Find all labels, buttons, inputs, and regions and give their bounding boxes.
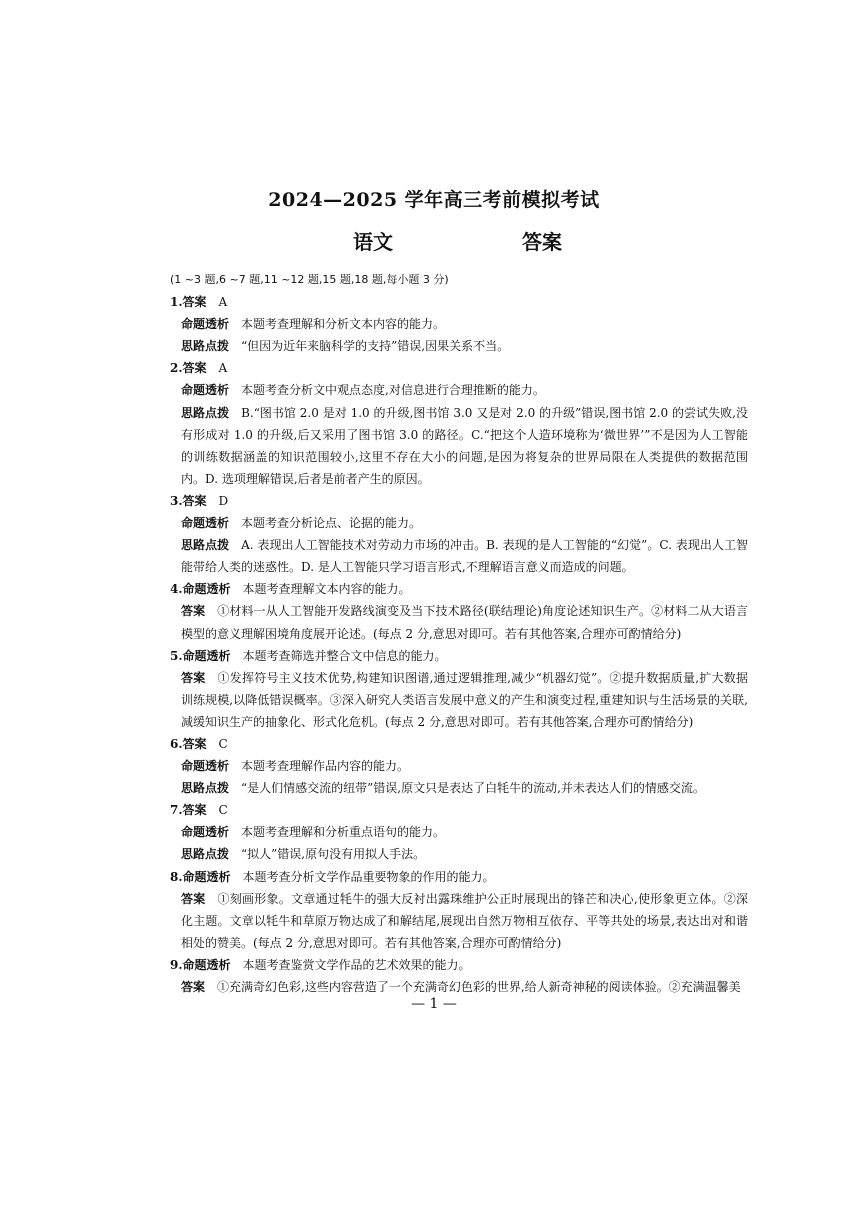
answer-text: ①刻画形象。文章通过牦牛的强大反衬出露珠维护公正时展现出的锋芒和决心,使形象更立体。②深化主题。文章以牦牛和草原万物达成了和解结尾,展现出自然万物相互依存、平等共处的场景,表达出对和谐相处的赞美。(每点 2 分,意思对即可。若有其他答案,合理亦可酌情给分)	[181, 891, 748, 950]
analysis-label: 命题透析	[181, 759, 230, 774]
analysis-text: 本题考查理解和分析文本内容的能力。	[241, 317, 446, 332]
analysis-text: 本题考查理解和分析重点语句的能力。	[241, 825, 446, 840]
question-number: 8.	[170, 869, 183, 884]
question-7-hint	[170, 843, 748, 865]
question-4-answer	[170, 600, 748, 644]
subject-heading: 语文	[353, 230, 393, 254]
question-6-analysis	[170, 755, 748, 777]
analysis-label: 命题透析	[181, 825, 230, 840]
answer-choice: C	[218, 736, 228, 751]
question-number: 4.	[170, 582, 183, 597]
answer-text: ①充满奇幻色彩,这些内容营造了一个充满奇幻色彩的世界,给人新奇神秘的阅读体验。②充满温馨美	[217, 980, 741, 994]
question-6-hint	[170, 777, 748, 799]
answer-choice: A	[218, 361, 228, 376]
hint-text: A. 表现出人工智能技术对劳动力市场的冲击。B. 表现的是人工智能的“幻觉”。C. 表现出人工智能带给人类的迷惑性。D. 是人工智能只学习语言形式,不理解语言意义而造成的问题。	[181, 538, 748, 575]
hint-label: 思路点拨	[181, 339, 230, 354]
exam-title: 2024—2025 学年高三考前模拟考试	[268, 189, 600, 211]
question-number: 2.	[170, 361, 183, 376]
analysis-label: 命题透析	[181, 317, 230, 332]
analysis-text: 本题考查鉴赏文学作品的艺术效果的能力。	[242, 957, 471, 972]
question-9-analysis	[170, 954, 748, 976]
question-3-hint	[170, 534, 748, 578]
hint-text: “拟人”错误,原句没有用拟人手法。	[241, 847, 426, 862]
question-1-analysis	[170, 313, 748, 335]
answer-text: ①发挥符号主义技术优势,构建知识图谱,通过逻辑推理,减少“机器幻觉”。②提升数据质量,扩大数据训练规模,以降低错误概率。③深入研究人类语言发展中意义的产生和演变过程,重建知识与生活场景的关联,减缓知识生产的抽象化、形式化危机。(每点 2 分,意思对即可。若有其他答案,合理亦可酌情给分)	[181, 670, 748, 729]
analysis-label: 命题透析	[181, 516, 230, 531]
answer-choice: C	[218, 803, 228, 818]
analysis-text: 本题考查分析文中观点态度,对信息进行合理推断的能力。	[241, 383, 545, 398]
question-number: 5.	[170, 648, 183, 663]
question-1-hint	[170, 335, 748, 357]
answer-label: 答案	[182, 361, 207, 376]
answer-label: 答案	[181, 980, 206, 994]
question-4-analysis	[170, 578, 748, 600]
question-number: 7.	[170, 803, 183, 818]
question-number: 1.	[170, 295, 183, 310]
question-number: 9.	[170, 957, 183, 972]
hint-text: “但因为近年来脑科学的支持”错误,因果关系不当。	[241, 339, 510, 354]
question-number: 3.	[170, 493, 183, 508]
answer-label: 答案	[181, 604, 206, 619]
analysis-label: 命题透析	[182, 957, 231, 972]
question-5-answer	[170, 667, 748, 733]
analysis-text: 本题考查筛选并整合文中信息的能力。	[242, 648, 447, 663]
analysis-label: 命题透析	[182, 869, 231, 884]
analysis-text: 本题考查理解文本内容的能力。	[242, 582, 411, 597]
answer-content	[170, 269, 748, 998]
question-2-hint	[170, 402, 748, 490]
question-3-answer	[170, 490, 748, 512]
question-2-answer	[170, 357, 748, 379]
hint-label: 思路点拨	[181, 781, 230, 796]
analysis-text: 本题考查分析文学作品重要物象的作用的能力。	[242, 869, 495, 884]
answer-label: 答案	[182, 295, 207, 310]
answer-heading: 答案	[522, 230, 562, 254]
analysis-label: 命题透析	[182, 648, 231, 663]
hint-label: 思路点拨	[181, 538, 230, 553]
hint-label: 思路点拨	[181, 405, 230, 420]
question-2-analysis	[170, 379, 748, 401]
analysis-label: 命题透析	[182, 582, 231, 597]
question-9-answer	[170, 976, 748, 998]
answer-label: 答案	[181, 670, 206, 685]
question-7-answer	[170, 799, 748, 821]
answer-choice: D	[218, 493, 229, 508]
question-8-answer	[170, 888, 748, 954]
question-number: 6.	[170, 736, 183, 751]
question-8-analysis	[170, 866, 748, 888]
scoring-note: (1 ~3 题,6 ~7 题,11 ~12 题,15 题,18 题,每小题 3 分)	[170, 273, 449, 286]
analysis-text: 本题考查理解作品内容的能力。	[241, 759, 410, 774]
hint-text: B.“图书馆 2.0 是对 1.0 的升级,图书馆 3.0 又是对 2.0 的升级”错误,图书馆 2.0 的尝试失败,没有形成对 1.0 的升级,后又采用了图书馆 3.0 的路径。C.“把这个人造环境称为‘微世界’”不是因为人工智能的训练数据涵盖的知识范围较小,这里不存在大小的问题,是因为将复杂的世界局限在人类提供的数据范围内。D. 选项理解错误,后者是前者产生的原因。	[181, 405, 748, 486]
analysis-text: 本题考查分析论点、论据的能力。	[241, 516, 422, 531]
answer-text: ①材料一从人工智能开发路线演变及当下技术路径(联结理论)角度论述知识生产。②材料二从大语言模型的意义理解困境角度展开论述。(每点 2 分,意思对即可。若有其他答案,合理亦可酌情给分)	[181, 604, 748, 641]
hint-text: “是人们情感交流的纽带”错误,原文只是表达了白牦牛的流动,并未表达人们的情感交流。	[241, 781, 705, 796]
page-number: — 1 —	[411, 996, 457, 1012]
question-1-answer	[170, 291, 748, 313]
question-3-analysis	[170, 512, 748, 534]
hint-label: 思路点拨	[181, 847, 230, 862]
answer-label: 答案	[181, 891, 206, 906]
answer-choice: A	[218, 295, 228, 310]
analysis-label: 命题透析	[181, 383, 230, 398]
answer-label: 答案	[182, 803, 207, 818]
question-5-analysis	[170, 645, 748, 667]
answer-label: 答案	[182, 493, 207, 508]
question-6-answer	[170, 733, 748, 755]
question-7-analysis	[170, 821, 748, 843]
answer-label: 答案	[182, 736, 207, 751]
